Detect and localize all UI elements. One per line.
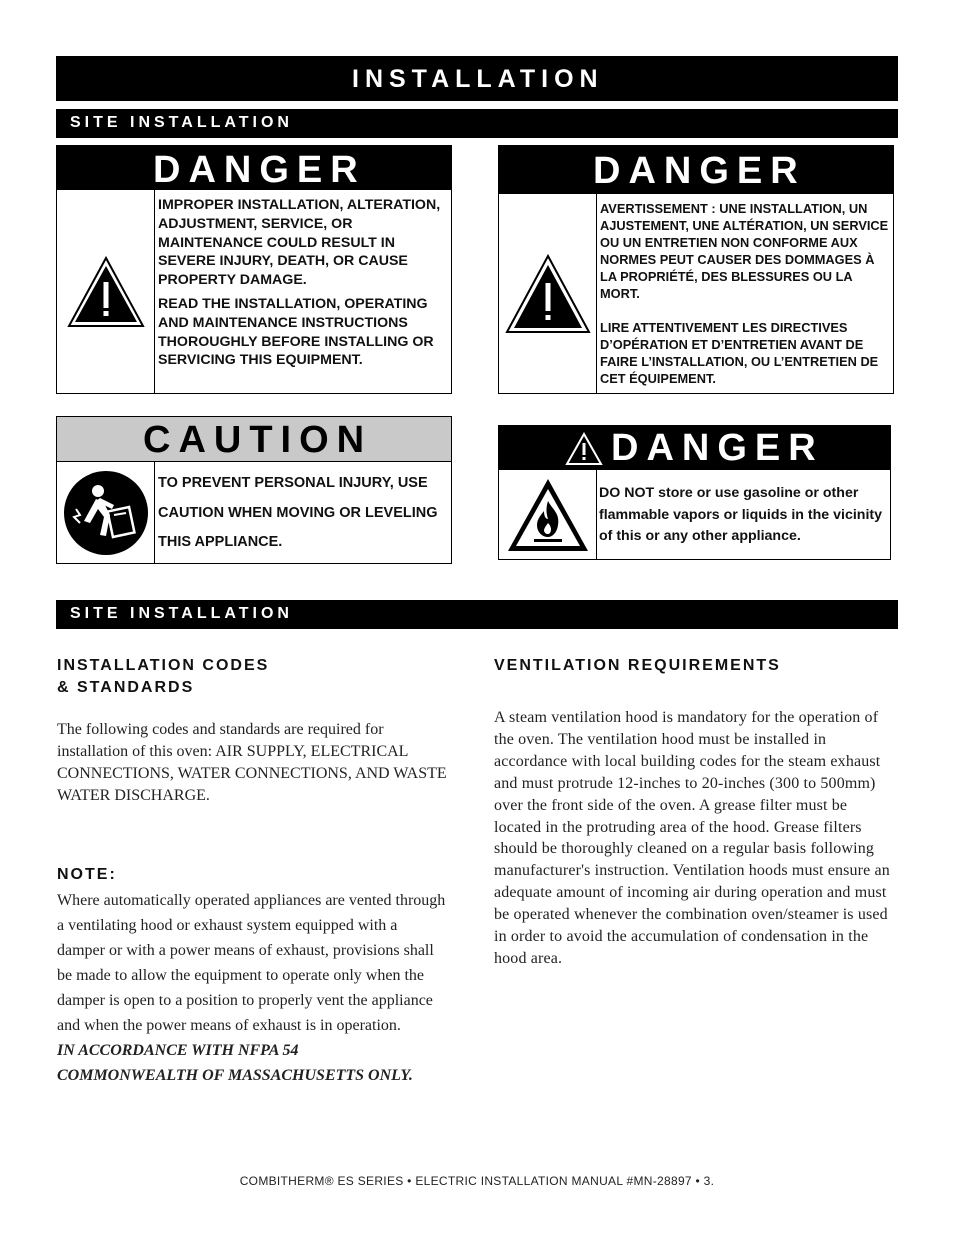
danger-flammable-title: DANGER — [499, 426, 890, 470]
caution-title: CAUTION — [57, 417, 451, 462]
warning-triangle-icon — [57, 190, 155, 393]
danger-english-paragraph-2: READ THE INSTALLATION, OPERATING AND MAINTENANCE INSTRUCTIONS THOROUGHLY BEFORE INSTALLING OR SERVICING THIS EQUIPMENT. — [158, 295, 434, 369]
caution-box — [56, 416, 452, 564]
note-italic-line-1: IN ACCORDANCE WITH NFPA 54 — [57, 1042, 299, 1059]
danger-english-paragraph-1: IMPROPER INSTALLATION, ALTERATION, ADJUSTMENT, SERVICE, OR MAINTENANCE COULD RESULT IN SEVERE INJURY, DEATH, OR CAUSE PROPERTY DAMAGE. — [158, 197, 441, 289]
ventilation-heading: VENTILATION REQUIREMENTS — [494, 657, 781, 674]
danger-title: DANGER — [57, 146, 451, 190]
installation-codes-body: The following codes and standards are required for installation of this oven: AIR SUPPLY, ELECTRICAL CONNECTIONS, WATER CONNECTIONS, AND WASTE WATER DISCHARGE. — [57, 721, 447, 804]
warning-triangle-small-icon — [565, 432, 603, 471]
danger-french-paragraph-2: LIRE ATTENTIVEMENT LES DIRECTIVES D’OPÉRATION ET D’ENTRETIEN AVANT DE FAIRE L’INSTALLATION, OU L’ENTRETIEN DE CET ÉQUIPEMENT. — [600, 320, 879, 386]
danger-box-english — [56, 145, 452, 394]
installation-codes-heading-line-1: INSTALLATION CODES — [57, 657, 270, 674]
flammable-hazard-icon — [499, 470, 597, 559]
ventilation-body: A steam ventilation hood is mandatory for the operation of the oven. The ventilation hood must be installed in accordance with local building codes for the steam exhaust and must protrude 12-inches to 20-inches (300 to 500mm) over the front side of the oven. A grease filter must be located in the protruding area of the hood. Grease filters should be thoroughly cleaned on a regular basis following manufacturer's instruction. Ventilation hoods must ensure an adequate amount of incoming air during operation and must be operated whenever the combination oven/steamer is used in order to avoid the accumulation of condensation in the hood area. — [494, 709, 890, 967]
page-title: INSTALLATION — [56, 56, 898, 101]
section-header-site-installation: SITE INSTALLATION — [56, 109, 898, 138]
danger-title-french: DANGER — [499, 146, 893, 194]
danger-french-paragraph-1: AVERTISSEMENT : UNE INSTALLATION, UN AJUSTEMENT, UNE ALTÉRATION, UN SERVICE OU UN ENTRETIEN NON CONFORME AUX NORMES PEUT CAUSER DES DOMMAGES À LA PROPRIÉTÉ, DES BLESSURES OU LA MORT. — [600, 201, 889, 301]
page-footer: COMBITHERM® ES SERIES • ELECTRIC INSTALLATION MANUAL #MN-28897 • 3. — [239, 1174, 715, 1188]
danger-flammable-box — [498, 425, 891, 560]
note-body — [57, 888, 449, 1088]
installation-codes-heading-line-2: & STANDARDS — [57, 679, 195, 696]
danger-flammable-text: DO NOT store or use gasoline or other flammable vapors or liquids in the vicinity of this or any other appliance. — [599, 485, 883, 544]
installation-codes-heading — [57, 655, 457, 699]
section-header-site-installation-2: SITE INSTALLATION — [56, 600, 898, 629]
note-heading: NOTE: — [57, 866, 117, 883]
note-italic-line-2: COMMONWEALTH OF MASSACHUSETTS ONLY. — [57, 1067, 413, 1084]
note-body-text: Where automatically operated appliances are vented through a ventilating hood or exhaust system equipped with a damper or with a power means of exhaust, provisions shall be made to allow the equipment to operate only when the damper is open to a position to properly vent the appliance and when the power means of exhaust is in operation. — [57, 892, 446, 1034]
danger-box-french — [498, 145, 894, 394]
lifting-hazard-icon — [57, 462, 155, 563]
warning-triangle-icon — [499, 194, 597, 393]
caution-text: TO PREVENT PERSONAL INJURY, USE CAUTION WHEN MOVING OR LEVELING THIS APPLIANCE. — [158, 475, 438, 550]
